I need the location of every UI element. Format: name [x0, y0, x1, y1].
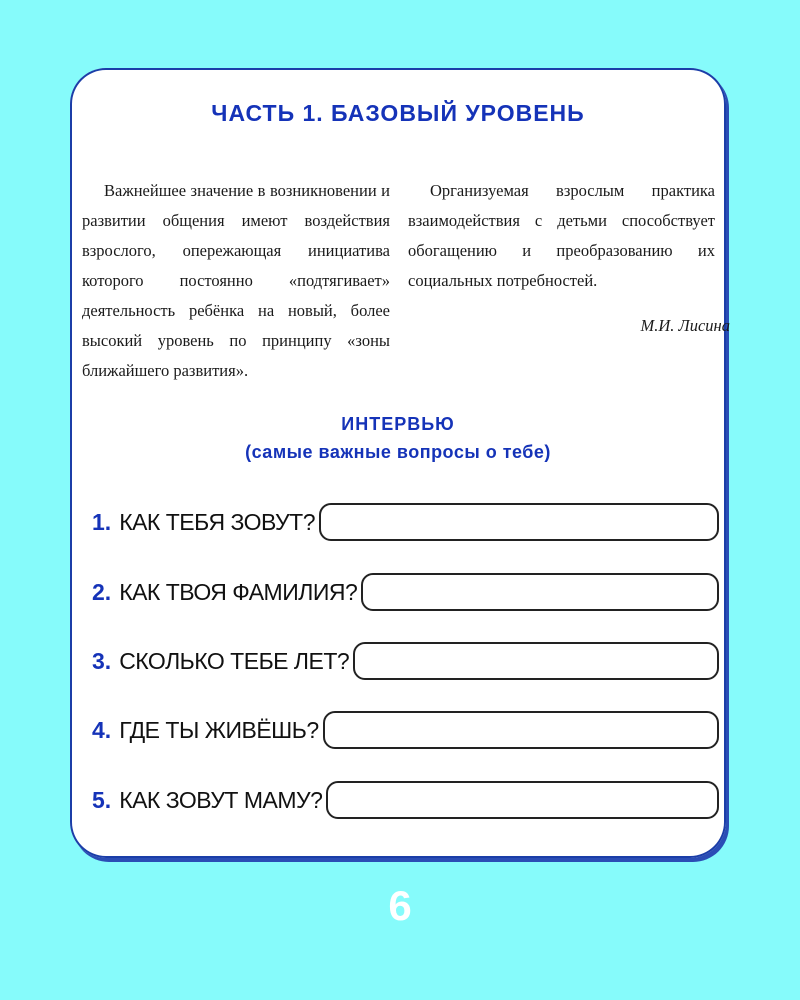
question-text: КАК ТЕБЯ ЗОВУТ?: [119, 508, 315, 535]
answer-field-age[interactable]: [353, 642, 719, 680]
question-number: 2.: [92, 578, 112, 605]
interview-title: ИНТЕРВЬЮ: [341, 414, 455, 434]
question-text: ГДЕ ТЫ ЖИВЁШЬ?: [119, 716, 319, 743]
question-number: 1.: [92, 508, 112, 535]
question-row-3: [92, 639, 719, 683]
answer-field-name[interactable]: [319, 503, 719, 541]
question-row-5: [92, 778, 719, 822]
answer-field-mother-name[interactable]: [326, 781, 719, 819]
question-row-1: [92, 500, 719, 544]
question-text: КАК ЗОВУТ МАМУ?: [119, 786, 323, 813]
question-number: 4.: [92, 716, 112, 743]
quote-author: М.И. Лисина: [640, 316, 730, 335]
question-text: КАК ТВОЯ ФАМИЛИЯ?: [119, 578, 358, 605]
intro-right-paragraph: Организуемая взрослым практика взаимодействия с детьми способствует обогащению и преобразованию их социальных потребностей.: [408, 181, 715, 290]
question-number: 3.: [92, 647, 112, 674]
question-text: СКОЛЬКО ТЕБЕ ЛЕТ?: [119, 647, 350, 674]
page-number: 6: [388, 882, 412, 929]
page-title: ЧАСТЬ 1. БАЗОВЫЙ УРОВЕНЬ: [211, 100, 585, 126]
answer-field-surname[interactable]: [361, 573, 719, 611]
worksheet-card: [70, 68, 730, 858]
question-row-4: [92, 708, 719, 752]
question-number: 5.: [92, 786, 112, 813]
interview-subtitle: (самые важные вопросы о тебе): [245, 442, 551, 462]
question-row-2: [92, 570, 719, 614]
answer-field-address[interactable]: [323, 711, 719, 749]
intro-left-paragraph: Важнейшее значение в возникновении и развитии общения имеют воздействия взрослого, опережающая инициатива которого постоянно «подтягивает» деятельность ребёнка на новый, более высокий уровень по принципу «зоны ближайшего развития».: [82, 181, 390, 380]
